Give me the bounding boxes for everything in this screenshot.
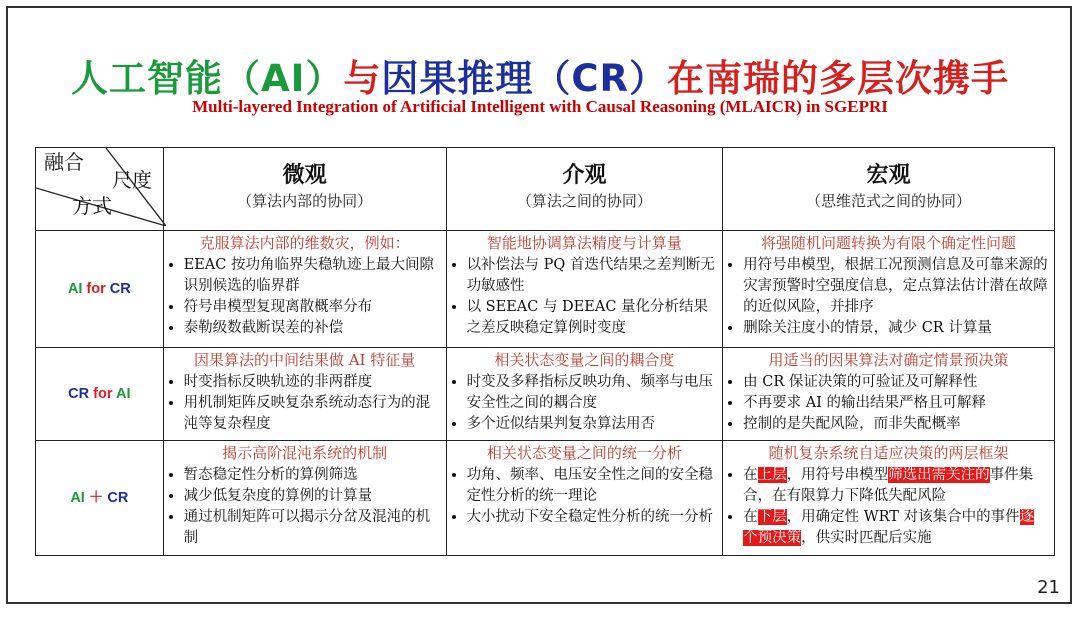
cell-meso [446, 441, 723, 556]
cell-title: 相关状态变量之间的耦合度 [494, 351, 675, 369]
column-title: 介观 [562, 162, 607, 188]
row-label: AI for CR [36, 231, 164, 348]
list-item: • 用符号串模型，根据工况预测信息及可靠来源的灾害预警时空强度信息，定点算法估计潜在故障的近似风险，并排序 [743, 255, 1048, 318]
list-item: • 由 CR 保证决策的可验证及可解释性 [743, 372, 1048, 393]
bullet-list [170, 465, 440, 549]
slide-title [0, 48, 1080, 102]
column-header-macro [723, 148, 1055, 231]
highlight: 下层 [757, 509, 787, 525]
cell-micro [163, 231, 446, 348]
corner-label-mode: 方式 [72, 194, 112, 218]
bullet-list [453, 465, 717, 528]
cell-macro [723, 231, 1055, 348]
cell-macro [723, 348, 1055, 441]
list-item: • 以补偿法与 PQ 首迭代结果之差判断无功敏感性 [467, 255, 717, 297]
corner-label-scale: 尺度 [112, 168, 152, 192]
list-item: • 时变及多释指标反映功角、频率与电压安全性之间的耦合度 [467, 372, 717, 414]
cell-title: 随机复杂系统自适应决策的两层框架 [768, 444, 1009, 462]
list-item: • 大小扰动下安全稳定性分析的统一分析 [467, 507, 717, 528]
integration-table [35, 147, 1055, 556]
cell-title: 相关状态变量之间的统一分析 [486, 444, 682, 462]
bullet-list [453, 255, 717, 339]
cell-title: 智能地协调算法精度与计算量 [486, 234, 682, 252]
cell-micro [163, 348, 446, 441]
slide-subtitle: Multi-layered Integration of Artificial Intelligent with Causal Reasoning (MLAICR) in SGEPRI [192, 97, 888, 116]
list-item: • 暂态稳定性分析的算例筛选 [184, 465, 440, 486]
row-cr-for-ai [36, 348, 1055, 441]
cell-title: 将强随机问题转换为有限个确定性问题 [761, 234, 1017, 252]
title-cr: 因果推理（CR） [381, 57, 668, 100]
bullet-list [170, 255, 440, 339]
corner-cell [36, 148, 164, 231]
column-title: 微观 [282, 162, 327, 188]
page-number: 21 [1037, 577, 1060, 598]
highlight: 逐个预决策 [743, 509, 1035, 546]
cell-meso [446, 231, 723, 348]
cell-meso [446, 348, 723, 441]
row-label: AI ＋ CR [36, 441, 164, 556]
bullet-list [170, 372, 440, 435]
cell-macro [723, 441, 1055, 556]
cell-title: 用适当的因果算法对确定情景预决策 [768, 351, 1009, 369]
list-item: • 减少低复杂度的算例的计算量 [184, 486, 440, 507]
bullet-list [729, 465, 1048, 549]
header-row [36, 148, 1055, 231]
list-item: • 通过机制矩阵可以揭示分岔及混沌的机制 [184, 507, 440, 549]
title-connector: 与 [343, 57, 382, 100]
list-item: • 以 SEEAC 与 DEEAC 量化分析结果之差反映稳定算例时变度 [467, 297, 717, 339]
cell-title: 揭示高阶混沌系统的机制 [222, 444, 388, 462]
list-item: • 多个近似结果判复杂算法用否 [467, 414, 717, 435]
column-header-meso [446, 148, 723, 231]
bullet-list [453, 372, 717, 435]
list-item: • 删除关注度小的情景，减少 CR 计算量 [743, 318, 1048, 339]
bullet-list [729, 255, 1048, 339]
cell-title: 克服算法内部的维数灾，例如： [199, 234, 410, 252]
corner-label-fusion: 融合 [44, 150, 84, 174]
title-rest: 在南瑞的多层次携手 [667, 57, 1010, 100]
row-ai-plus-cr [36, 441, 1055, 556]
list-item: • 功角、频率、电压安全性之间的安全稳定性分析的统一理论 [467, 465, 717, 507]
list-item: • 控制的是失配风险，而非失配概率 [743, 414, 1048, 435]
list-item: • 符号串模型复现离散概率分布 [184, 297, 440, 318]
list-item: • 时变指标反映轨迹的非两群度 [184, 372, 440, 393]
column-subtitle: （算法内部的协同） [237, 192, 373, 210]
column-header-micro [163, 148, 446, 231]
highlight: 上层 [757, 467, 787, 483]
row-label: CR for AI [36, 348, 164, 441]
column-subtitle: （算法之间的协同） [516, 192, 652, 210]
bullet-list [729, 372, 1048, 435]
list-item: • 不再要求 AI 的输出结果严格且可解释 [743, 393, 1048, 414]
column-title: 宏观 [866, 162, 911, 188]
list-item: • EEAC 按功角临界失稳轨迹上最大间隙识别候选的临界群 [184, 255, 440, 297]
list-item: • 在上层，用符号串模型筛选出需关注的事件集合，在有限算力下降低失配风险 [743, 465, 1048, 507]
list-item: • 用机制矩阵反映复杂系统动态行为的混沌等复杂程度 [184, 393, 440, 435]
column-subtitle: （思维范式之间的协同） [806, 192, 972, 210]
row-ai-for-cr [36, 231, 1055, 348]
highlight: 筛选出需关注的 [888, 467, 990, 483]
cell-title: 因果算法的中间结果做 AI 特征量 [193, 351, 416, 369]
list-item: • 泰勒级数截断误差的补偿 [184, 318, 440, 339]
list-item: • 在下层，用确定性 WRT 对该集合中的事件逐个预决策，供实时匹配后实施 [743, 507, 1048, 549]
cell-micro [163, 441, 446, 556]
title-ai: 人工智能（AI） [70, 57, 344, 100]
